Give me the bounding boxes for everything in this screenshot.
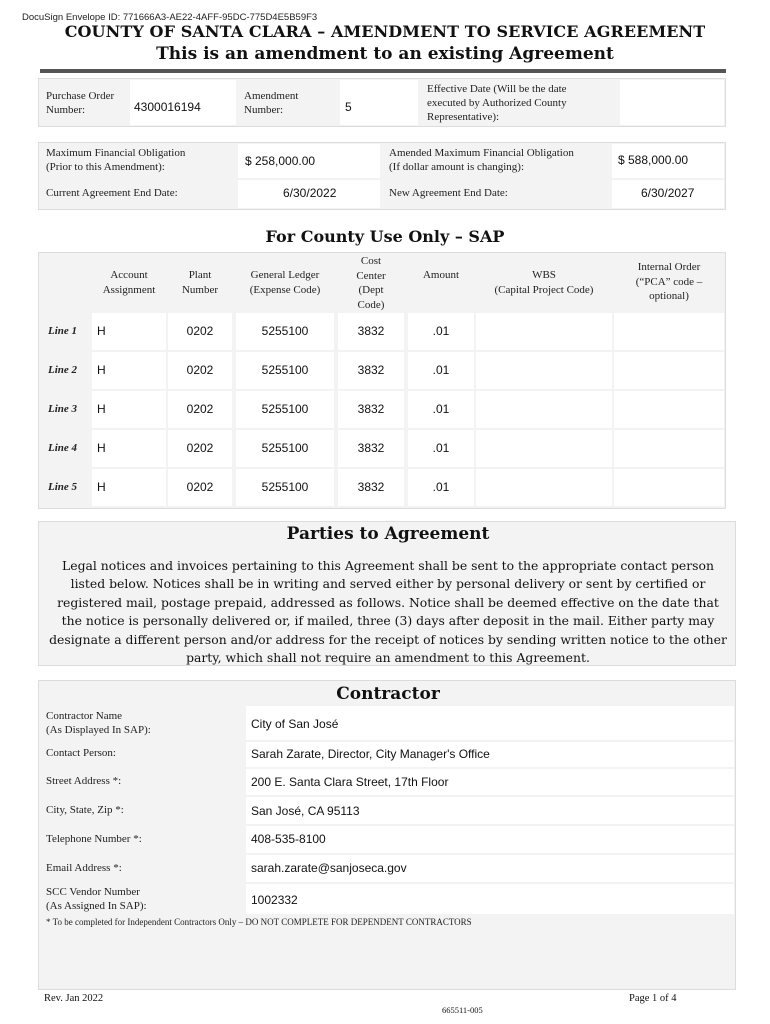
sap-cell-amount[interactable] — [408, 313, 474, 350]
page-number: Page 1 of 4 — [629, 993, 677, 1004]
sap-line-label: Line 1 — [48, 325, 78, 337]
sap-cell-gl[interactable] — [236, 352, 334, 389]
sap-value-gl: 5255100 — [261, 402, 309, 416]
col-header-internal-order: Internal Order (“PCA” code – optional) — [635, 261, 703, 302]
sap-cell-plant[interactable] — [168, 430, 232, 467]
vendor-number-value: 1002332 — [251, 893, 298, 907]
sap-line-label: Line 5 — [48, 481, 78, 493]
street-address-label: Street Address *: — [46, 775, 122, 787]
max-obligation-value: $ 258,000.00 — [245, 154, 316, 168]
sap-value-plant: 0202 — [186, 363, 214, 377]
sap-cell-cost-center[interactable] — [338, 469, 404, 506]
city-state-zip-value: San José, CA 95113 — [251, 804, 360, 818]
contractor-footnote: * To be completed for Independent Contractors Only – DO NOT COMPLETE FOR DEPENDENT CONTRACTORS — [46, 917, 472, 927]
sap-value-account: H — [97, 441, 106, 455]
effective-date-label: Effective Date (Will be the date executed by Authorized County Representative): — [427, 83, 567, 123]
email-label: Email Address *: — [46, 862, 122, 874]
sap-cell-io[interactable] — [614, 469, 724, 506]
sap-cell-cost-center[interactable] — [338, 313, 404, 350]
current-end-date-label: Current Agreement End Date: — [46, 187, 178, 199]
contact-person-label: Contact Person: — [46, 747, 116, 759]
sap-line-label: Line 4 — [48, 442, 78, 454]
form-code: 665511-005 — [442, 1005, 483, 1015]
sap-cell-plant[interactable] — [168, 469, 232, 506]
sap-value-amount: .01 — [432, 441, 450, 455]
parties-body: Legal notices and invoices pertaining to this Agreement shall be sent to the appropriate contact person listed below. Notices shall be in writing and served either by personal delivery or sent by certified or registered mail, postage prepaid, addressed as follows. Notice shall be deemed effective on the date that the notice is personally delivered or, if mailed, three (3) days after deposit in the mail. Either party may designate a different person and/or address for the receipt of notices by sending written notice to the other party, which shall not require an amendment to this Agreement. — [49, 558, 727, 666]
sap-value-amount: .01 — [432, 480, 450, 494]
col-header-amount: Amount — [422, 269, 460, 281]
sap-value-gl: 5255100 — [261, 441, 309, 455]
sap-cell-plant[interactable] — [168, 391, 232, 428]
new-end-date-value: 6/30/2027 — [641, 186, 695, 200]
sap-cell-wbs[interactable] — [476, 391, 612, 428]
col-header-cost-center: Cost Center (Dept Code) — [356, 255, 386, 311]
sap-cell-plant[interactable] — [168, 313, 232, 350]
col-header-plant: Plant Number — [181, 269, 219, 296]
sap-cell-wbs[interactable] — [476, 469, 612, 506]
sap-cell-account[interactable] — [92, 352, 166, 389]
sap-value-account: H — [97, 402, 106, 416]
sap-value-plant: 0202 — [186, 324, 214, 338]
sap-section-title: For County Use Only – SAP — [265, 227, 505, 246]
sap-value-plant: 0202 — [186, 402, 214, 416]
document-title: COUNTY OF SANTA CLARA – AMENDMENT TO SERVICE AGREEMENT — [64, 22, 706, 41]
max-obligation-label: Maximum Financial Obligation (Prior to this Amendment): — [46, 147, 186, 173]
sap-cell-cost-center[interactable] — [338, 391, 404, 428]
telephone-value: 408-535-8100 — [251, 832, 326, 846]
envelope-id: DocuSign Envelope ID: 771666A3-AE22-4AFF-95DC-775D4E5B59F3 — [22, 12, 318, 23]
contact-person-value: Sarah Zarate, Director, City Manager's Office — [251, 747, 490, 761]
sap-cell-io[interactable] — [614, 391, 724, 428]
sap-value-cost-center: 3832 — [357, 324, 385, 338]
sap-cell-amount[interactable] — [408, 391, 474, 428]
sap-cell-amount[interactable] — [408, 430, 474, 467]
sap-value-plant: 0202 — [186, 480, 214, 494]
effective-date-field[interactable] — [620, 80, 724, 125]
sap-value-account: H — [97, 324, 106, 338]
amendment-label: Amendment Number: — [244, 90, 299, 116]
sap-value-amount: .01 — [432, 324, 450, 338]
vendor-number-label: SCC Vendor Number (As Assigned In SAP): — [46, 886, 147, 912]
po-number-value: 4300016194 — [134, 100, 201, 114]
document-subtitle: This is an amendment to an existing Agreement — [156, 44, 614, 64]
sap-cell-amount[interactable] — [408, 352, 474, 389]
amended-obligation-value: $ 588,000.00 — [618, 153, 689, 167]
sap-cell-gl[interactable] — [236, 313, 334, 350]
sap-cell-cost-center[interactable] — [338, 430, 404, 467]
sap-value-cost-center: 3832 — [357, 441, 385, 455]
city-state-zip-label: City, State, Zip *: — [46, 804, 124, 816]
email-value: sarah.zarate@sanjoseca.gov — [251, 861, 407, 875]
sap-cell-gl[interactable] — [236, 430, 334, 467]
sap-value-cost-center: 3832 — [357, 402, 385, 416]
sap-value-account: H — [97, 480, 106, 494]
sap-cell-account[interactable] — [92, 391, 166, 428]
sap-value-account: H — [97, 363, 106, 377]
sap-cell-account[interactable] — [92, 430, 166, 467]
street-address-value: 200 E. Santa Clara Street, 17th Floor — [251, 775, 449, 789]
sap-cell-plant[interactable] — [168, 352, 232, 389]
sap-value-gl: 5255100 — [261, 363, 309, 377]
sap-cell-gl[interactable] — [236, 469, 334, 506]
sap-cell-wbs[interactable] — [476, 352, 612, 389]
sap-value-gl: 5255100 — [261, 480, 309, 494]
revision-date: Rev. Jan 2022 — [44, 993, 104, 1004]
sap-value-plant: 0202 — [186, 441, 214, 455]
title-rule — [40, 69, 726, 73]
sap-value-cost-center: 3832 — [357, 480, 385, 494]
sap-cell-amount[interactable] — [408, 469, 474, 506]
sap-cell-gl[interactable] — [236, 391, 334, 428]
contractor-title: Contractor — [336, 684, 440, 704]
sap-cell-account[interactable] — [92, 313, 166, 350]
col-header-wbs: WBS (Capital Project Code) — [494, 269, 594, 296]
sap-cell-io[interactable] — [614, 430, 724, 467]
sap-cell-wbs[interactable] — [476, 313, 612, 350]
sap-line-label: Line 3 — [48, 403, 78, 415]
telephone-label: Telephone Number *: — [46, 833, 142, 845]
sap-cell-io[interactable] — [614, 313, 724, 350]
sap-cell-account[interactable] — [92, 469, 166, 506]
vendor-number-field[interactable] — [246, 884, 734, 914]
sap-cell-cost-center[interactable] — [338, 352, 404, 389]
sap-line-label: Line 2 — [48, 364, 78, 376]
amended-obligation-label: Amended Maximum Financial Obligation (If dollar amount is changing): — [389, 147, 574, 173]
contractor-name-label: Contractor Name (As Displayed In SAP): — [46, 710, 151, 736]
sap-value-amount: .01 — [432, 363, 450, 377]
sap-cell-wbs[interactable] — [476, 430, 612, 467]
current-end-date-value: 6/30/2022 — [283, 186, 337, 200]
new-end-date-label: New Agreement End Date: — [389, 187, 508, 199]
sap-cell-io[interactable] — [614, 352, 724, 389]
col-header-gl: General Ledger (Expense Code) — [249, 269, 321, 296]
parties-title: Parties to Agreement — [286, 524, 490, 544]
sap-value-cost-center: 3832 — [357, 363, 385, 377]
po-label: Purchase Order Number: — [46, 90, 115, 116]
col-header-account: Account Assignment — [102, 269, 156, 296]
contractor-name-value: City of San José — [251, 717, 339, 731]
sap-value-amount: .01 — [432, 402, 450, 416]
amendment-number-value: 5 — [345, 100, 352, 114]
sap-value-gl: 5255100 — [261, 324, 309, 338]
